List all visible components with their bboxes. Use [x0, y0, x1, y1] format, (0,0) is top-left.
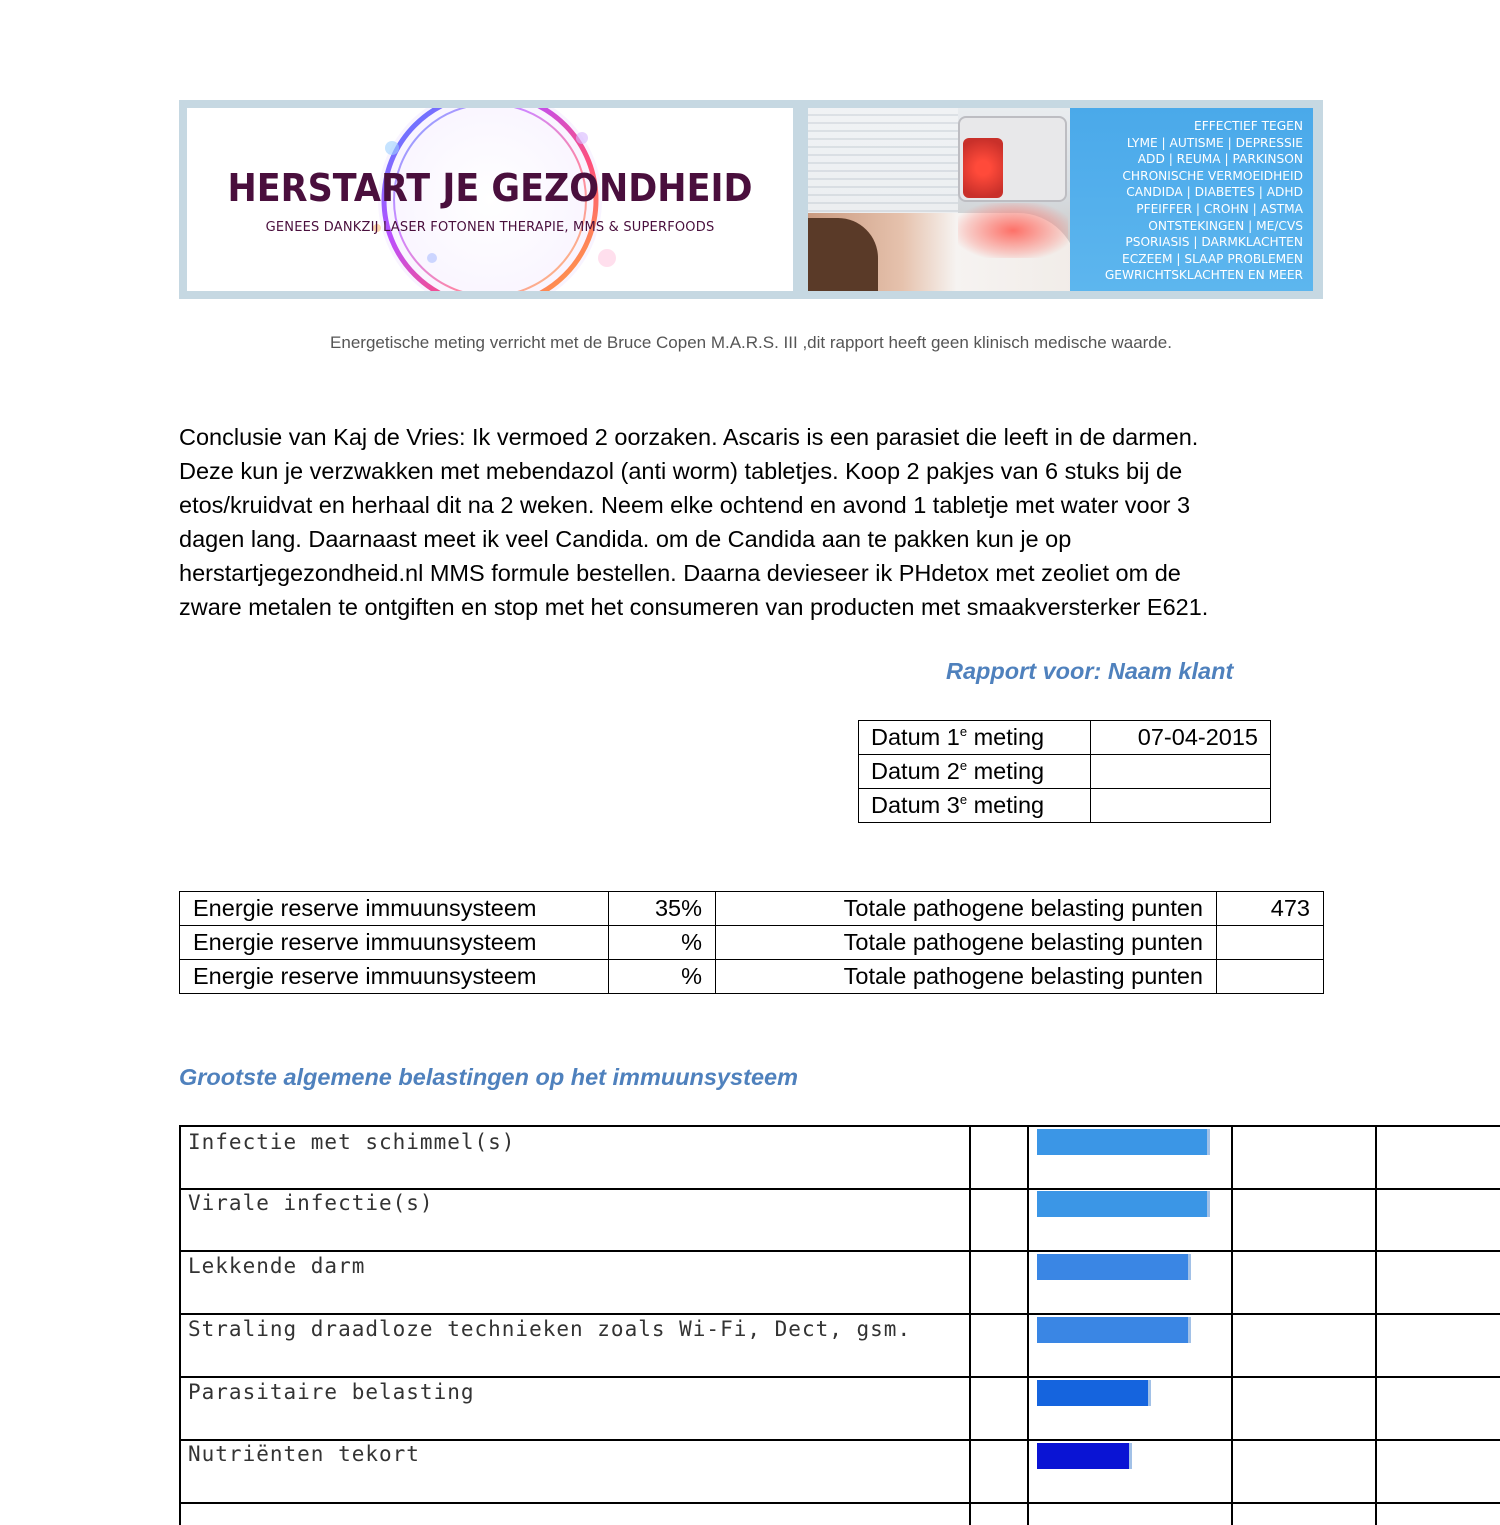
energy-label: Energie reserve immuunsysteem [180, 960, 609, 994]
table-row [180, 926, 1324, 960]
conclusion-line: zware metalen te ontgiften en stop met het consumeren van producten met smaakversterker E621. [179, 594, 1209, 620]
conclusion-line: etos/kruidvat en herhaal dit na 2 weken. Neem elke ochtend en avond 1 tabletje met water voor 3 [179, 492, 1191, 518]
date-value: 07-04-2015 [1091, 721, 1271, 755]
condition-line: ECZEEM | SLAAP PROBLEMEN [1122, 251, 1303, 266]
table-row [180, 892, 1324, 926]
report-heading: Rapport voor: Naam klant [946, 658, 1234, 684]
burden-label: Infectie met schimmel(s) [188, 1130, 516, 1154]
energy-percent: % [609, 960, 716, 994]
burden-label: Straling draadloze technieken zoals Wi-Fi, Dect, gsm. [188, 1317, 912, 1341]
burden-bar [1037, 1191, 1207, 1217]
burden-bar [1037, 1129, 1207, 1155]
date-value [1091, 755, 1271, 789]
immune-burden-table [179, 1125, 1500, 1525]
header-banner [179, 100, 1323, 299]
burden-label: Nutriënten tekort [188, 1442, 420, 1466]
energy-percent: 35% [609, 892, 716, 926]
disclaimer-text: Energetische meting verricht met de Bruce Copen M.A.R.S. III ,dit rapport heeft geen klinisch medische waarde. [330, 333, 1172, 352]
condition-line: EFFECTIEF TEGEN [1194, 119, 1303, 133]
laser-therapy-photo [808, 108, 1078, 291]
pathogen-label: Totale pathogene belasting punten [716, 892, 1217, 926]
pathogen-points [1217, 960, 1324, 994]
section-heading: Grootste algemene belastingen op het immuunsysteem [179, 1064, 798, 1090]
date-label: Datum 2e meting [859, 755, 1091, 789]
condition-line: GEWRICHTSKLACHTEN EN MEER [1104, 268, 1303, 283]
burden-bar [1037, 1380, 1148, 1406]
conclusion-paragraph [179, 420, 1329, 624]
burden-bar [1037, 1254, 1188, 1280]
date-value [1091, 789, 1271, 823]
condition-line: CANDIDA | DIABETES | ADHD [1126, 185, 1303, 200]
condition-line: PFEIFFER | CROHN | ASTMA [1136, 202, 1303, 216]
energy-percent: % [609, 926, 716, 960]
date-label: Datum 1e meting [859, 721, 1091, 755]
table-row [859, 721, 1271, 755]
conclusion-line: Deze kun je verzwakken met mebendazol (anti worm) tabletjes. Koop 2 pakjes van 6 stuks bij de [179, 458, 1183, 484]
burden-label: Virale infectie(s) [188, 1191, 434, 1215]
banner-photo-panel [808, 108, 1313, 291]
burden-bar [1037, 1443, 1129, 1469]
condition-line: CHRONISCHE VERMOEIDHEID [1122, 168, 1303, 183]
conclusion-line: Conclusie van Kaj de Vries: Ik vermoed 2 oorzaken. Ascaris is een parasiet die leeft in de darmen. [179, 424, 1199, 450]
burden-label: Parasitaire belasting [188, 1380, 475, 1404]
pathogen-label: Totale pathogene belasting punten [716, 960, 1217, 994]
table-row [859, 789, 1271, 823]
condition-line: ONTSTEKINGEN | ME/CVS [1148, 218, 1303, 233]
condition-line: ADD | REUMA | PARKINSON [1137, 152, 1303, 167]
conclusion-line: herstartjegezondheid.nl MMS formule bestellen. Daarna devieseer ik PHdetox met zeoliet om de [179, 560, 1181, 586]
table-row [859, 755, 1271, 789]
conditions-list [1070, 108, 1313, 291]
banner-subtitle: GENEES DANKZIJ LASER FOTONEN THERAPIE, MMS & SUPERFOODS [265, 220, 715, 235]
condition-line: LYME | AUTISME | DEPRESSIE [1126, 135, 1303, 150]
energy-reserve-table [179, 891, 1324, 994]
energy-label: Energie reserve immuunsysteem [180, 892, 609, 926]
condition-line: PSORIASIS | DARMKLACHTEN [1125, 235, 1303, 250]
banner-title: HERSTART JE GEZONDHEID [227, 166, 753, 210]
burden-label: Lekkende darm [188, 1254, 366, 1278]
pathogen-points: 473 [1217, 892, 1324, 926]
banner-logo-panel [187, 108, 793, 291]
pathogen-label: Totale pathogene belasting punten [716, 926, 1217, 960]
energy-label: Energie reserve immuunsysteem [180, 926, 609, 960]
table-row [180, 960, 1324, 994]
pathogen-points [1217, 926, 1324, 960]
measurement-dates-table [858, 720, 1271, 823]
burden-bar [1037, 1317, 1188, 1343]
date-label: Datum 3e meting [859, 789, 1091, 823]
conclusion-line: dagen lang. Daarnaast meet ik veel Candida. om de Candida aan te pakken kun je op [179, 526, 1072, 552]
